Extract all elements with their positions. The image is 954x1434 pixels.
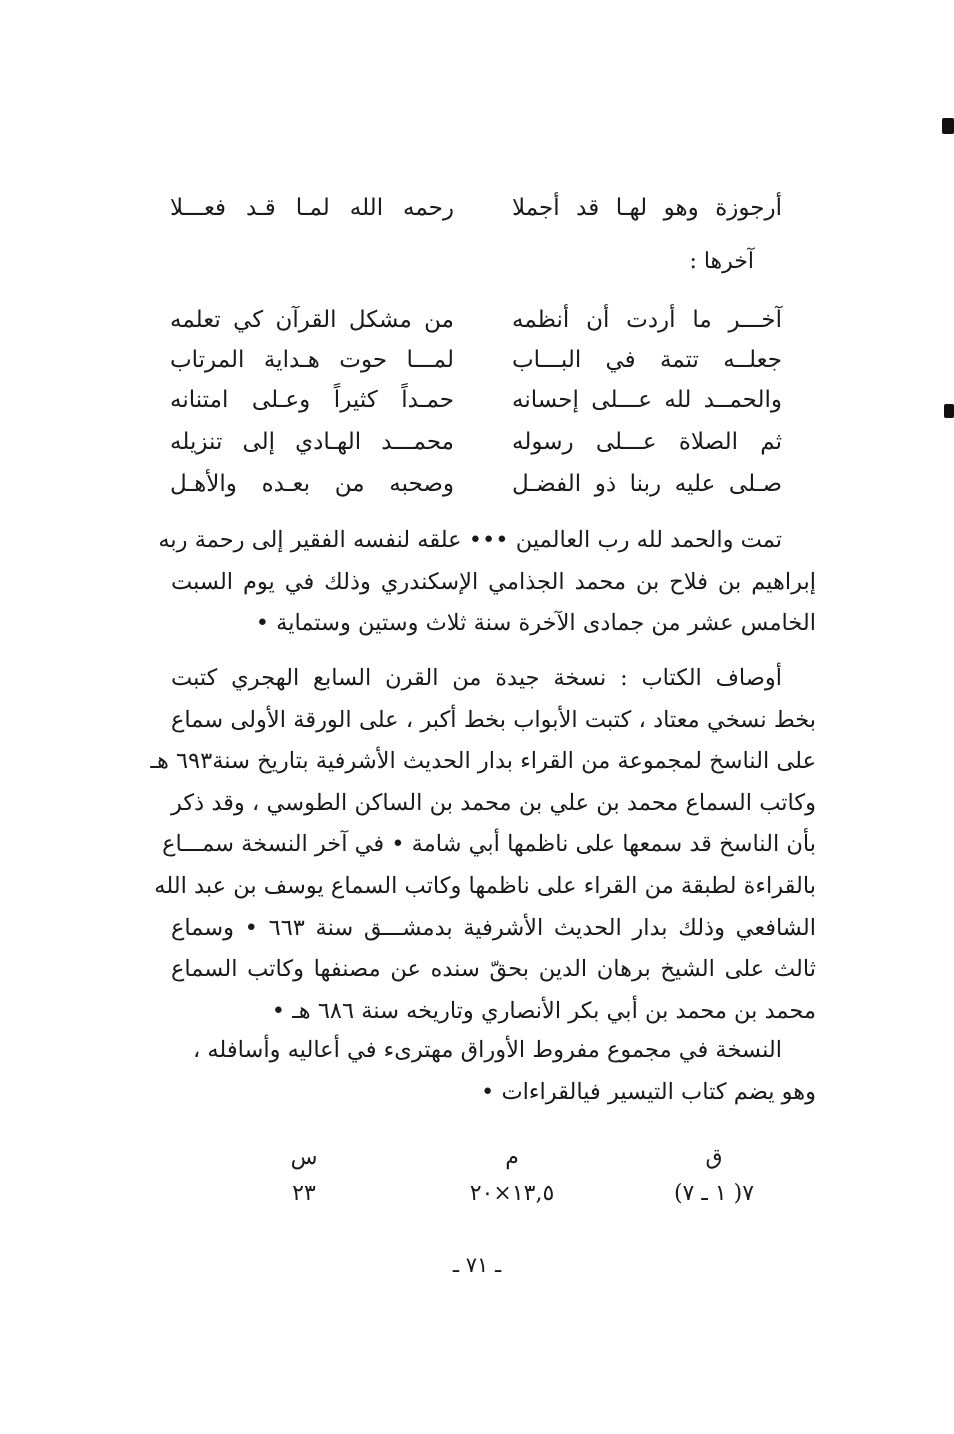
reference-label: م bbox=[505, 1145, 519, 1170]
ending-label: آخرها : bbox=[689, 249, 754, 274]
verse-first-hemistich: جعلــه تتمة في البـــاب bbox=[512, 347, 782, 373]
verse-row bbox=[170, 340, 782, 380]
book-description-paragraph bbox=[150, 658, 816, 1032]
verse-first-hemistich: ثم الصلاة عـــلى رسوله bbox=[512, 429, 782, 455]
verse-second-hemistich: لمـــا حوت هـداية المرتاب bbox=[170, 347, 454, 373]
verse-first-hemistich: آخـــر ما أردت أن أنظمه bbox=[512, 307, 782, 333]
verse-row bbox=[170, 464, 782, 504]
paragraph-line: وهو يضم كتاب التيسير فيالقراءات • bbox=[481, 1078, 816, 1105]
verse-second-hemistich: وصحبه من بعـده والأهـل bbox=[170, 471, 454, 497]
paragraph-line: ثالث على الشيخ برهان الدين بحقّ سنده عن مصنفها وكاتب السماع bbox=[171, 956, 816, 983]
paragraph-line: الشافعي وذلك بدار الحديث الأشرفية بدمشـــق سنة ٦٦٣ • وسماع bbox=[171, 914, 816, 941]
verse-first-hemistich: والحمــد لله عـــلى إحسانه bbox=[512, 387, 782, 413]
paragraph-line: على الناسخ لمجموعة من القراء بدار الحديث الأشرفية بتاريخ سنة٦٩٣ هـ bbox=[150, 748, 816, 775]
reference-folios bbox=[654, 1140, 774, 1212]
reference-value: ١٣,٥×٢٠ bbox=[469, 1181, 555, 1206]
reference-label: س bbox=[290, 1145, 318, 1170]
paragraph-line: بخط نسخي معتاد ، كتبت الأبواب بخط أكبر ، على الورقة الأولى سماع bbox=[171, 706, 816, 733]
paragraph-line: إبراهيم بن فلاح بن محمد الجذامي الإسكندري وذلك في يوم السبت bbox=[171, 568, 816, 595]
verse-second-hemistich: محمـــد الهـادي إلى تنزيله bbox=[170, 429, 454, 455]
poem-opening-verse bbox=[170, 188, 782, 228]
manuscript-reference-table bbox=[214, 1140, 774, 1220]
manuscript-note-paragraph bbox=[171, 1030, 816, 1113]
scan-edge-mark bbox=[944, 404, 954, 418]
paragraph-line: محمد بن محمد بن أبي بكر الأنصاري وتاريخه سنة ٦٨٦ هـ • bbox=[271, 997, 816, 1024]
verse-first-hemistich: صـلى عليه ربنا ذو الفضـل bbox=[512, 471, 782, 497]
colophon-paragraph bbox=[158, 520, 816, 645]
paragraph-line: تمت والحمد لله رب العالمين ••• علقه لنفسه الفقير إلى رحمة ربه bbox=[158, 527, 782, 553]
verse-second-hemistich: رحمه الله لمـا قـد فعـــلا bbox=[170, 195, 454, 221]
verse-second-hemistich: حمـداً كثيراً وعـلى امتنانه bbox=[170, 387, 454, 413]
reference-lines bbox=[254, 1140, 354, 1212]
reference-label: ق bbox=[705, 1145, 723, 1170]
verse-row bbox=[170, 380, 782, 420]
paragraph-line: أوصاف الكتاب : نسخة جيدة من القرن السابع الهجري كتبت bbox=[171, 665, 782, 691]
scan-edge-mark bbox=[942, 118, 954, 134]
reference-value: ٧( ١ ـ ٧) bbox=[673, 1181, 755, 1206]
verse-row bbox=[170, 422, 782, 462]
page-number: ـ ٧١ ـ bbox=[452, 1253, 502, 1277]
verse-row bbox=[170, 300, 782, 340]
paragraph-line: النسخة في مجموع مفروط الأوراق مهترىء في أعاليه وأسافله ، bbox=[192, 1037, 782, 1063]
reference-dimensions bbox=[442, 1140, 582, 1212]
paragraph-line: الخامس عشر من جمادى الآخرة سنة ثلاث وستين وستماية • bbox=[255, 610, 816, 637]
paragraph-line: بالقراءة لطبقة من القراء على ناظمها وكاتب السماع يوسف بن عبد الله bbox=[154, 872, 816, 899]
paragraph-line: بأن الناسخ قد سمعها على ناظمها أبي شامة • في آخر النسخة سمـــاع bbox=[162, 831, 816, 858]
verse-second-hemistich: من مشكل القرآن كي تعلمه bbox=[170, 307, 454, 333]
paragraph-line: وكاتب السماع محمد بن علي بن محمد بن الساكن الطوسي ، وقد ذكر bbox=[171, 789, 816, 816]
reference-value: ٢٣ bbox=[292, 1181, 316, 1206]
verse-first-hemistich: أرجوزة وهو لهـا قد أجملا bbox=[512, 195, 782, 221]
